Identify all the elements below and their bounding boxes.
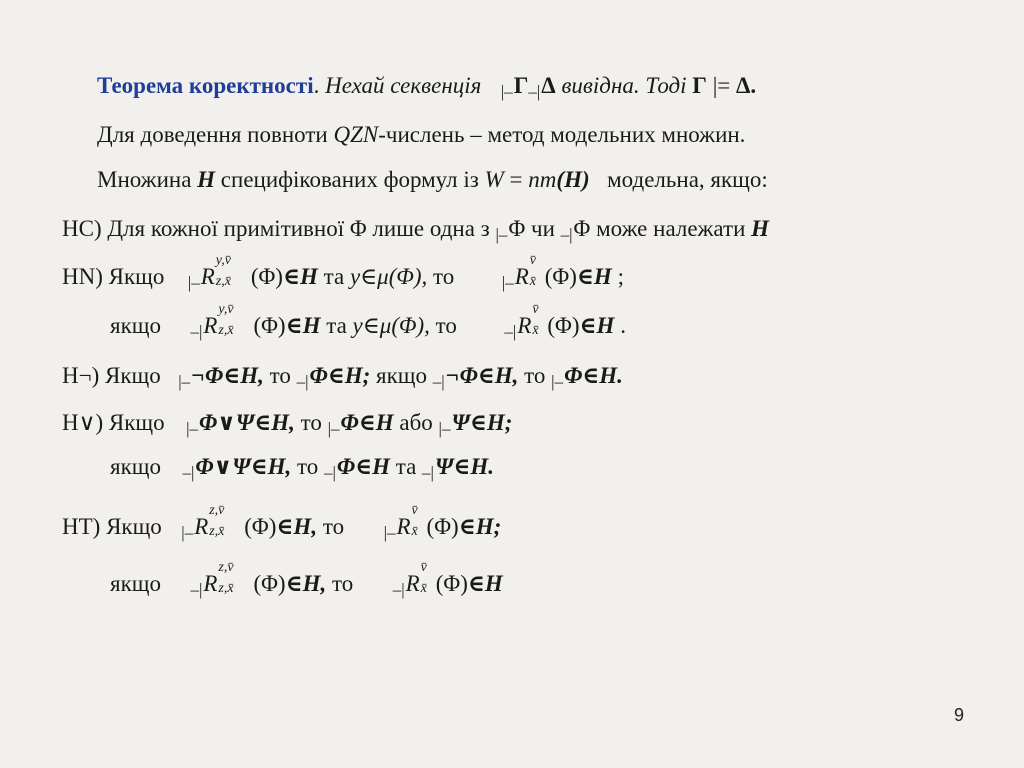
theorem-derivable: вивідна. Тоді xyxy=(561,73,687,98)
renaming-R: R v̄ x̄ xyxy=(396,503,418,539)
page-number: 9 xyxy=(953,705,964,725)
set-line: Множина H специфікованих формул із W = nm(H) модельна, якщо: xyxy=(97,167,768,192)
renaming-R: R v̄ x̄ xyxy=(517,302,539,338)
hor-line-2: якщо –|Φ∨Ψ∈H, то –|Φ∈H та –|Ψ∈H. xyxy=(110,454,495,482)
hc-line: HC) Для кожної примітивної Φ лише одна з |–Φ чи –|Φ може належати H xyxy=(62,216,770,244)
hn-line-2: якщо –|R y,v̄ z,x̄ (Φ)∈H та y∈μ(Φ), то –|R v̄ x̄ (Φ)∈H . xyxy=(110,302,626,341)
renaming-R: R y,v̄ z,x̄ xyxy=(200,253,231,289)
ht-line-2: якщо –|R z,v̄ z,x̄ (Φ)∈H, то –|R v̄ x̄ (Φ)∈H xyxy=(110,560,503,599)
calc-name: QZN xyxy=(333,122,379,147)
hneg-line: H¬) Якщо |–¬Φ∈H, то –|Φ∈H; якщо –|¬Φ∈H, то |–Φ∈H. xyxy=(62,363,623,391)
hor-line-1: H∨) Якщо |–Φ∨Ψ∈H, то |–Φ∈H або |–Ψ∈H; xyxy=(62,410,513,438)
renaming-R: R v̄ x̄ xyxy=(514,253,536,289)
theorem-line: Теорема коректності. Нехай секвенція |–Γ–|Δ вивідна. Тоді Γ |= Δ. xyxy=(97,73,757,101)
renaming-R: R v̄ x̄ xyxy=(405,560,427,596)
theorem-title: Теорема коректності xyxy=(97,73,314,98)
hn-line-1: HN) Якщо |–R y,v̄ z,x̄ (Φ)∈H та y∈μ(Φ), то |–R v̄ x̄ (Φ)∈H ; xyxy=(62,253,624,292)
ht-line-1: HT) Якщо |–R z,v̄ z,x̄ (Φ)∈H, то |–R v̄ x̄ (Φ)∈H; xyxy=(62,503,502,542)
theorem-sentence: Нехай секвенція xyxy=(325,73,482,98)
f-symbol: –| xyxy=(528,82,541,101)
t-symbol: |– xyxy=(500,82,513,101)
renaming-R: R z,v̄ z,x̄ xyxy=(203,560,234,596)
renaming-R: R z,v̄ z,x̄ xyxy=(194,503,225,539)
method-line: Для доведення повноти QZN-числень – метод модельних множин. xyxy=(97,122,746,147)
renaming-R: R y,v̄ z,x̄ xyxy=(203,302,234,338)
